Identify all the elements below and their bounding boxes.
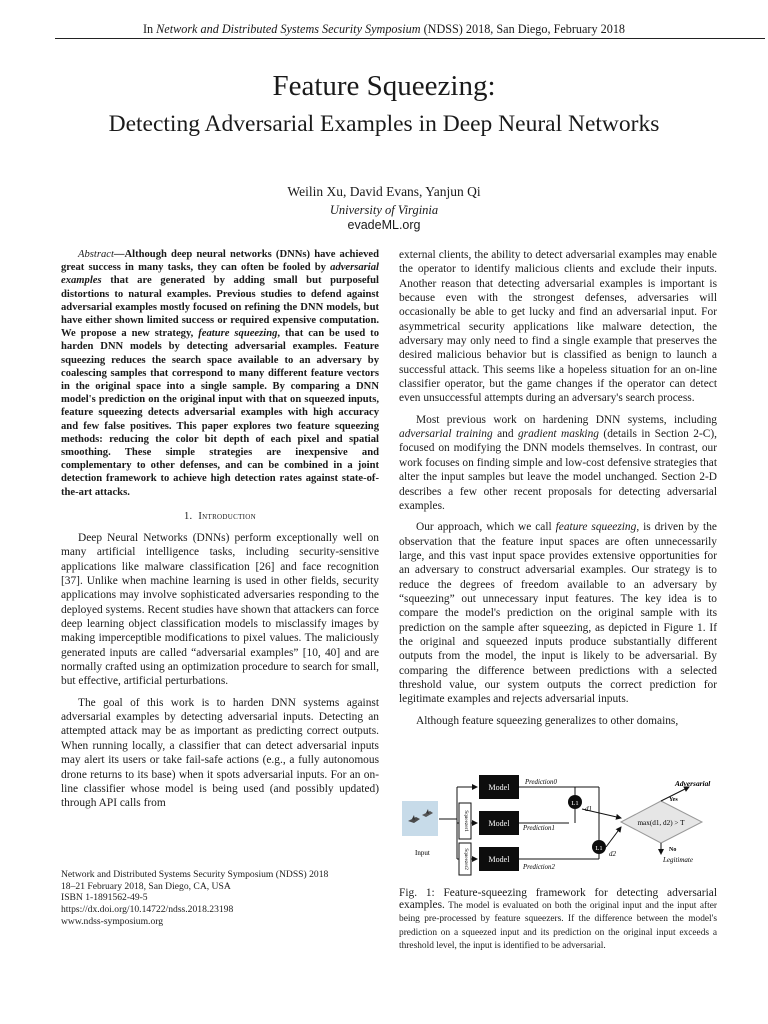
framework-diagram [399,763,719,883]
legitimate-label: Legitimate [663,856,693,864]
right-paragraph-4: Although feature squeezing generalizes to other domains, [416,714,679,727]
squeezer-2-label: Squeezer2 [463,848,469,870]
model-label: Model [488,819,510,828]
intro-left [61,531,379,811]
d2-label: d2 [609,850,616,858]
prediction-0-label: Prediction0 [525,779,557,786]
intro-right [399,248,717,728]
prediction-1-label: Prediction1 [523,825,555,832]
authors: Weilin Xu, David Evans, Yanjun Qi [287,184,481,199]
right-paragraph-3: Our approach, which we call feature squeezing, is driven by the observation that the feature input spaces are often unnecessarily large, and this vast input space provides extensive opportunities for an adversary to construct adversarial examples. Our strategy is to reduce the degrees of freedom available to an adversary by “squeezing” out unnecessary input features. The key idea is to compare the model's prediction on the original sample with its prediction on the sample after squeezing, as depicted in Figure 1. If the original and squeezed inputs produce substantially different outputs from the model, the input is likely to be adversarial. By comparing the difference between predictions with a selected threshold value, our system outputs the correct prediction for legitimate examples and rejects adversarial inputs. [399,521,717,706]
paper-title: Feature Squeezing: [272,70,496,102]
intro-paragraph-2: The goal of this work is to harden DNN systems against adversarial examples by detecting adversarial inputs. Detecting an attempted attack may be as important as predicting correct outputs. When running locally, a classifier that can detect adversarial inputs may alert its users or take fail-safe actions (e.g., a fully autonomous drone returns to its base) when it spots adversarial inputs. For an on-line classifier whose model is being used (and possibly updated) through API calls from [61,696,379,810]
intro-paragraph-1: Deep Neural Networks (DNNs) perform exceptionally well on many artificial intelligence tasks, including security-sensitive applications like malware classification [26] and face recognition [37]. Unlike when machine learning is used in other fields, security applications may involve sophisticated adversaries responding to the deployed systems. Recent studies have shown that attackers can force deep learning object classification models to misclassify images by making imperceptible modifications to pixel values. The maliciously generated inputs are called “adversarial examples” [10, 40] and are normally crafted using an optimization procedure to search for small, but effective, artificial perturbations. [61,532,379,688]
running-header: In Network and Distributed Systems Security Symposium (NDSS) 2018, San Diego, February 2018 [142,22,626,36]
prediction-2-label: Prediction2 [523,864,555,871]
squeezer-1-label: Squeezer1 [463,810,469,832]
svg-text:L1: L1 [595,845,603,852]
affiliation: University of Virginia [329,203,439,217]
paper-subtitle: Detecting Adversarial Examples in Deep Neural Networks [108,111,660,137]
right-paragraph-1: external clients, the ability to detect adversarial examples may enable the operator to identify malicious clients and exclude their inputs. Another reason that detecting adversarial examples is important is because even with the strongest defenses, adversaries will occasionally be able to get lucky and find an adversarial input. For asymmetrical security applications like malware detection, the adversary may only need to find a single example that preserves the desired malicious behavior but is classified as benign to launch a successful attack. This seems like a hopeless situation for an on-line classifier operator, but the game changes if the operator can detect even unsuccessful attempts during an adversary's search process. [399,249,717,405]
yes-label: Yes [669,797,678,803]
footnote: Network and Distributed Systems Security Symposium (NDSS) 2018 18–21 February 2018, San Diego, CA, USA ISBN 1-1891562-49-5 https://dx.doi.org/10.14722/ndss.2018.23198 www.ndss-symposium.org [61,869,329,927]
model-label: Model [488,783,510,792]
threshold-condition: max(d1, d2) > T [637,819,685,827]
no-label: No [669,847,677,853]
figure-1 [399,763,719,883]
model-label: Model [488,855,510,864]
abstract: Abstract—Although deep neural networks (DNNs) have achieved great success in many tasks, they can often be fooled by adversarial examples that are generated by adding small but purposeful distortions to natural examples. Previous studies to defend against adversarial examples mostly focused on refining the DNN models, but have either shown limited success or required expensive computation. We propose a new strategy, feature squeezing, that can be used to harden DNN models by detecting adversarial examples. Feature squeezing reduces the search space available to an adversary by coalescing samples that correspond to many different feature vectors in the original space into a single sample. By comparing a DNN model's prediction on the original input with that on squeezed inputs, feature squeezing detects adversarial examples with high accuracy and few false positives. This paper explores two feature squeezing methods: reducing the color bit depth of each pixel and spatial smoothing. These simple strategies are inexpensive and complementary to other defenses, and can be combined in a joint detection framework to achieve high detection rates against state-of-the-art attacks. [61,249,379,498]
figure-caption: Fig. 1: Feature-squeezing framework for detecting adversarial examples. The model is evaluated on both the original input and the input after being pre-processed by feature squeezers. If the difference between the model's prediction on a squeezed input and its prediction on the original input exceeds a threshold level, the input is identified to be adversarial. [399,887,717,951]
header-rule [55,38,765,39]
section-heading: 1. Introduction [184,511,256,522]
svg-text:L1: L1 [571,800,579,807]
adversarial-label: Adversarial [675,779,711,788]
right-paragraph-2: Most previous work on hardening DNN systems, including adversarial training and gradient masking (details in Section 2-C), focused on modifying the DNN models themselves. In contrast, our work focuses on finding simple and low-cost defensive strategies that alter the input samples but leave the model unchanged. Section 2-D describes a few other recent proposals for detecting adversarial examples. [399,413,717,512]
abstract-label: Abstract [78,249,114,260]
input-label: Input [415,849,430,857]
d1-label: d1 [585,805,592,813]
website: evadeML.org [347,218,421,232]
